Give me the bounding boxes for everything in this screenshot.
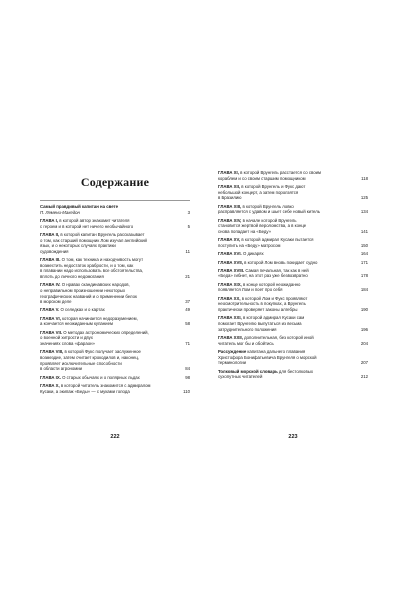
toc-entry-line [40, 389, 190, 395]
toc-entry-text: становится жертвой вероломства, а в конце [218, 223, 307, 229]
toc-entry-page: 190 [360, 307, 368, 313]
toc-entry-line [218, 176, 368, 182]
toc-entry-head: ГЛАВА XII, [218, 183, 241, 189]
toc-entry-line [40, 307, 190, 313]
toc-entry [40, 383, 190, 394]
toc-entry-line [218, 273, 368, 279]
toc-entry-text: значениях слова «фараон» [40, 341, 95, 347]
toc-entry [218, 204, 368, 215]
toc-entry-text: в которой Фукс получает заслуженное [64, 349, 141, 355]
toc-entry-page: 196 [360, 326, 368, 332]
toc-entry [40, 349, 190, 371]
toc-entry-text: в которой адмирал Кусаки сам [242, 315, 305, 321]
toc-entry-text: язык, и о некоторых случаях практики [40, 243, 116, 249]
toc-entry-text: в которой Врунгель и Фукс дают [241, 183, 306, 189]
toc-entry [40, 218, 190, 229]
toc-entry [218, 268, 368, 279]
toc-entry-head: ГЛАВА XX, [218, 295, 241, 301]
toc-entry-text: терминологии [218, 360, 247, 366]
toc-entry-text: в которой Врунгель ловко [242, 203, 294, 209]
toc-entry-line [218, 287, 368, 293]
toc-entry-head: ГЛАВА XIX, [218, 281, 242, 287]
book-spread [40, 158, 372, 440]
toc-entry-page: 5 [187, 223, 190, 229]
toc-entry [218, 296, 368, 313]
toc-entry-line [40, 366, 190, 372]
toc-entry-text: которая начинается недоразумением, [62, 315, 138, 321]
toc-entry-text: в начале которой Врунгель [242, 217, 297, 223]
left-page [40, 158, 206, 440]
toc-entry [218, 251, 368, 257]
toc-entry-line [40, 224, 190, 230]
toc-entry [218, 369, 368, 380]
toc-entry-text: расправляется с удавом и шьет себе новый китель [218, 209, 320, 215]
toc-entry [218, 170, 368, 181]
toc-entry [40, 232, 190, 254]
toc-entry-text: в которой капитан Врунгель рассказывает [60, 231, 145, 237]
toc-entry-head: ГЛАВА VIII, [40, 349, 64, 355]
toc-title: Содержание [80, 175, 150, 189]
toc-entry-head: ГЛАВА IV. [40, 282, 61, 288]
toc-entry-text: О селедках и о картах [60, 307, 105, 313]
toc-entry [218, 282, 368, 293]
toc-entry-head: ГЛАВА X, [40, 383, 60, 388]
toc-entry-text: судовождения [40, 248, 69, 254]
toc-entry [40, 282, 190, 304]
toc-entry-head: Самый правдивый капитан на свете [40, 204, 119, 209]
toc-entry-line [218, 341, 368, 347]
toc-entry-text: вплоть до личного недомогания [40, 273, 104, 279]
toc-entry-line [218, 209, 368, 215]
toc-entry-line [218, 243, 368, 249]
toc-entry-page: 21 [185, 273, 190, 279]
toc-entry-text: Самая печальная, так как в ней [245, 267, 309, 273]
toc-entry-line [40, 274, 190, 280]
toc-entry-head: ГЛАВА IX. [40, 374, 61, 380]
toc-entry-head: ГЛАВА II, [40, 231, 60, 237]
toc-entry-text: в которой Лом вновь покидает судно [244, 259, 318, 265]
toc-entry-line [218, 229, 368, 235]
toc-entry-head: ГЛАВА XV, [218, 237, 241, 243]
toc-entry-page: 125 [360, 195, 368, 201]
toc-entry-line [218, 195, 368, 201]
toc-entry-text: снова попадает на «Беду» [218, 228, 272, 234]
toc-entry-text: П. Лемени-Македон [40, 209, 80, 215]
toc-entry-text: дополнительная, без которой иной [244, 335, 314, 341]
toc-entry-page: 184 [360, 287, 368, 293]
right-page-number: 223 [288, 434, 298, 440]
toc-entry-text: Кусаки, а экипаж «Беды» — с муками голода [40, 388, 130, 394]
toc-entry-text: проявляет исключительные способности [40, 360, 122, 366]
toc-entry-text: сухопутных читателей [218, 374, 263, 380]
toc-entry-text: в которой читатель знакомится с адмиралом [60, 383, 151, 388]
toc-entry-head: ГЛАВА V. [40, 307, 60, 313]
toc-entry-line [218, 327, 368, 333]
toc-entry-text: в которой адмирал Кусаки пытается [241, 237, 314, 243]
toc-entry-page: 178 [360, 273, 368, 279]
toc-entry-line [218, 360, 368, 366]
toc-entry [40, 316, 190, 327]
toc-entry-text: кораблем и со своим старшим помощником [218, 175, 306, 181]
toc-entry-text: О том, как техника и находчивость могут [61, 257, 144, 263]
toc-entry-page: 98 [185, 374, 190, 380]
toc-entry-line [40, 210, 190, 216]
toc-entry-line [218, 251, 368, 257]
toc-entry [40, 204, 190, 215]
toc-entry-text: возместить недостаток храбрости, и о том, как [40, 262, 134, 268]
toc-entry [218, 349, 368, 366]
toc-entry-text: а кончается неожиданным купанием [40, 321, 113, 327]
left-page-number: 222 [110, 434, 120, 440]
toc-entry [40, 257, 190, 279]
toc-entry-text: О дикарях [242, 251, 264, 257]
title-rule [40, 200, 190, 201]
toc-entry-text: возмездие, затем считает крокодилов и, наконец, [40, 355, 140, 361]
toc-entry-text: Христофора Бонифатьевича Врунгеля о морской [218, 354, 317, 360]
toc-entry-head: Толковый морской словарь [218, 368, 278, 374]
toc-entry-text: в конце которой неожиданно [242, 281, 301, 287]
toc-entry-text: практически проверяет законы алгебры [218, 307, 298, 313]
toc-entry [218, 260, 368, 266]
toc-entry-page: 11 [185, 248, 190, 254]
toc-entry-page: 118 [361, 175, 368, 181]
toc-entry-text: О нравах скандинавских народов, [61, 282, 130, 288]
toc-entry-text: географических названий и о применении белок [40, 293, 137, 299]
toc-entry [40, 330, 190, 347]
toc-entry [218, 335, 368, 346]
toc-entry-text: в которой автор знакомит читателя [59, 217, 130, 223]
toc-entry-head: ГЛАВА III. [40, 257, 61, 263]
toc-entry-text: помогает Врунгелю выпутаться из весьма [218, 321, 302, 327]
toc-entry-page: 171 [360, 259, 368, 265]
toc-entry-text: О старых обычаях и о полярных льдах [62, 374, 140, 380]
toc-entry-page: 212 [360, 374, 368, 380]
toc-entry-page: 134 [360, 209, 368, 215]
toc-entry-head: ГЛАВА XIII, [218, 203, 242, 209]
toc-entry-line [218, 374, 368, 380]
toc-entry-head: ГЛАВА XVI. [218, 251, 242, 257]
toc-entry [218, 184, 368, 201]
toc-entry-page: 3 [187, 209, 190, 215]
toc-entry-page: 110 [183, 388, 190, 394]
toc-entry-page: 71 [185, 341, 190, 347]
toc-entry-page: 204 [360, 340, 368, 346]
toc-entry-page: 207 [360, 360, 368, 366]
toc-entry-text: в плавании надо использовать все обстоятельства, [40, 268, 144, 274]
toc-entry-head: ГЛАВА XXII, [218, 335, 243, 341]
right-page [206, 158, 372, 440]
toc-entry-line [218, 260, 368, 266]
toc-entry-page: 84 [185, 366, 190, 372]
toc-entry [40, 307, 190, 313]
toc-entry-text: в Бразилию [218, 195, 242, 201]
toc-entry-line [40, 299, 190, 305]
toc-entry-page: 58 [185, 321, 190, 327]
toc-entry-text: о военной хитрости и двух [40, 335, 93, 341]
toc-entry-head: ГЛАВА VII. [40, 329, 63, 335]
toc-entry-text: в которой Врунгель расстается со своим [240, 170, 321, 175]
toc-entry-page: 37 [185, 299, 190, 305]
toc-entry-text: о неправильном произношении некоторых [40, 287, 126, 293]
toc-entry [218, 237, 368, 248]
toc-entry-head: ГЛАВА XVIII. [218, 267, 245, 273]
toc-entry-text: неосмотрительность в покупках, а Врунгель [218, 301, 306, 307]
toc-entry-text: о том, как старший помощник Лом изучал английский [40, 237, 147, 243]
toc-entry-text: в которой Лом и Фукс проявляют [241, 295, 308, 301]
toc-entry-text: поступить на «Беду» матросом [218, 242, 281, 248]
left-toc-entries [40, 204, 190, 394]
toc-entry-line [40, 321, 190, 327]
toc-entry-page: 150 [360, 242, 368, 248]
toc-entry-page: 49 [185, 307, 190, 313]
toc-entry-text: читатель мог бы и обойтись [218, 340, 274, 346]
toc-entry [40, 375, 190, 381]
toc-entry-line [40, 375, 190, 381]
toc-entry-text: О методах астрономических определений, [63, 329, 149, 335]
toc-entry-text: с героем и в которой нет ничего необычайного [40, 223, 134, 229]
toc-entry-head: ГЛАВА VI, [40, 315, 61, 321]
toc-entry-text: капитана дальнего плавания [247, 349, 306, 354]
toc-entry [218, 315, 368, 332]
toc-entry-head: ГЛАВА XI, [218, 170, 239, 175]
right-toc-entries [218, 170, 368, 380]
toc-entry-head: ГЛАВА XIV, [218, 217, 242, 223]
toc-entry-text: небольшой концерт, а затем поролзятся [218, 189, 299, 195]
toc-entry-text: появляется Лом и поет про себя [218, 287, 283, 293]
toc-entry-head: ГЛАВА XVII, [218, 259, 243, 265]
toc-entry-page: 141 [360, 228, 368, 234]
toc-entry-text: затруднительного положения [218, 326, 277, 332]
toc-entry-text: в области агрономии [40, 366, 82, 372]
toc-entry-head: Рассуждение [218, 349, 247, 354]
toc-entry-line [40, 341, 190, 347]
toc-entry-head: ГЛАВА XXI, [218, 315, 242, 321]
toc-entry-page: 164 [360, 251, 368, 257]
toc-entry-text: «Беда» гибнет, на этот раз уже безвозвратно [218, 273, 308, 279]
toc-entry-text: для бестолковых [278, 368, 313, 374]
toc-entry-text: в морском деле [40, 299, 72, 305]
toc-entry [218, 218, 368, 235]
toc-entry-line [40, 249, 190, 255]
toc-entry-line [218, 307, 368, 313]
toc-entry-head: ГЛАВА I, [40, 217, 59, 223]
